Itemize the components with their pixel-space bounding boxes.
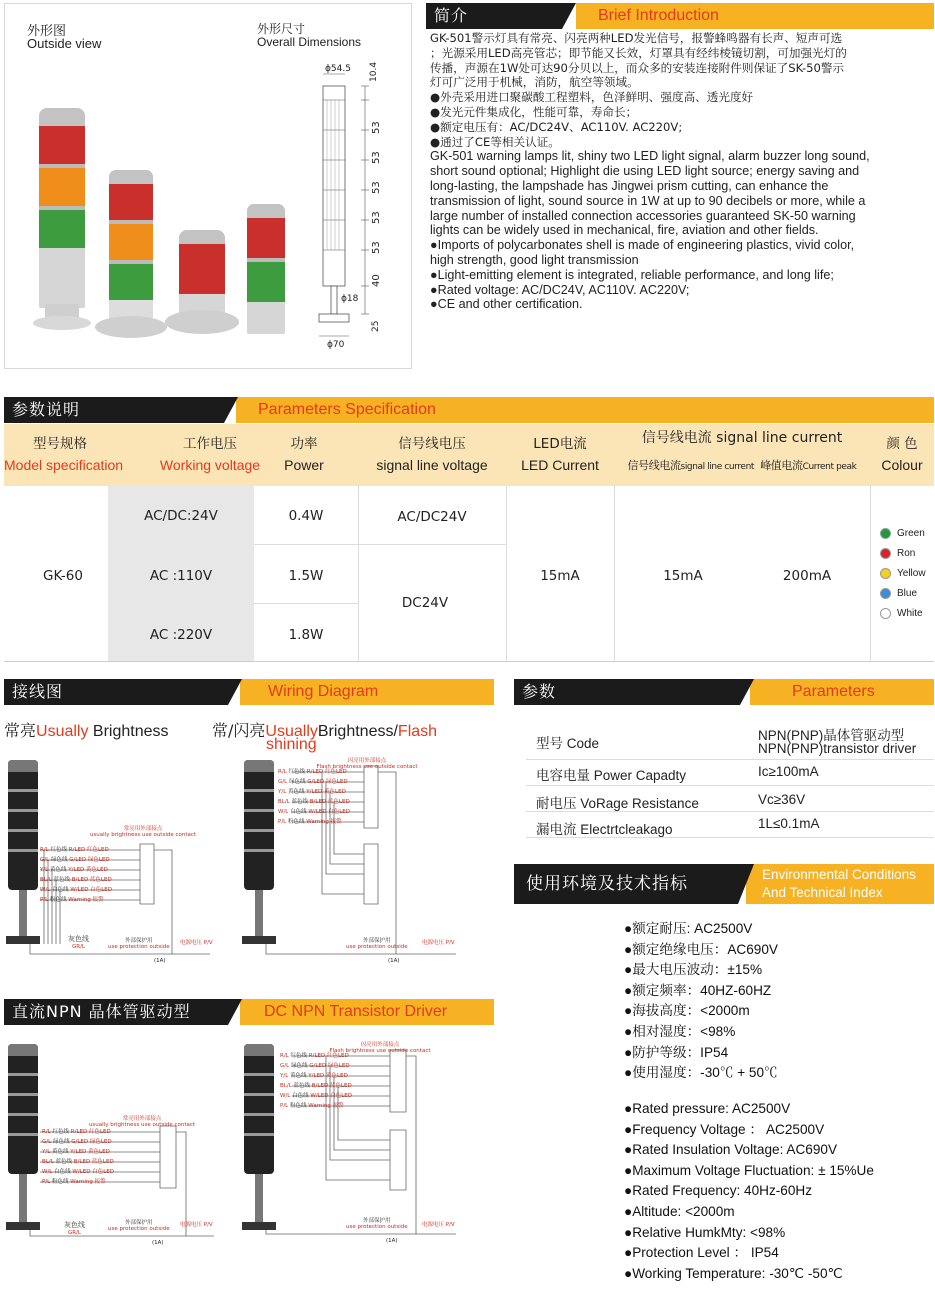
power-label-right: 电源电压 P/V bbox=[422, 940, 455, 946]
wiring-right-title: 常/闪亮UsuallyBrightness/Flash bbox=[212, 721, 438, 740]
colour-white: White bbox=[880, 604, 935, 624]
usually-contact-note: 常亮用外部接点 usually brightness use outside contact bbox=[89, 826, 197, 838]
npn-protect-label: 外部保护用 use protection outside bbox=[108, 1220, 170, 1232]
parameters-header bbox=[514, 679, 934, 705]
colour-blue: Blue bbox=[880, 584, 935, 604]
environment-header bbox=[514, 864, 934, 904]
spec-signal-voltage-2: DC24V bbox=[401, 595, 449, 611]
environment-title-cn: 使用环境及技术指标 bbox=[514, 864, 738, 904]
intro-text: GK-501警示灯具有常亮、闪亮两种LED发光信号，报警蜂鸣器有长声、短声可选 ；光源采用LED高亮管芯；即节能又长效，灯罩具有经纬棱镜切割，可加强光灯的 传播，声源在1W处可达90分贝以上，而众多的安装连接附件则保证了SK-50警示 灯可广泛用于机械，消防，航空等领域。 ●外壳采用进口聚碳酸工程塑料，色泽鲜明、强度高、透光度好 ●发光元件集成化，性能可靠，寿命长； ●额定电压有：AC/DC24V、AC110V. AC220V; ●通过了CE等相关认证。 GK-501 warning lamps lit, shiny two LED light signal, alarm buzzer long sound, short sound optional; Highlight die using LED light source; energy saving and long-lasting, the lampshade has Jingwei prism cutting, can enhance the transmission of light, sound source in 1W at up to 90 decibels or more, while a large number of installed connection accessories guaranteed SK-50 warning lights can be widely used in mechanical, fire, aviation and other fields. ●Imports of polycarbonates shell is made of engineering plastics, vivid color, high strength, good light transmission ●Light-emitting element is integrated, reliable performance, and long life; ●Rated voltage: AC/DC24V, AC110V. AC220V; ●CE and other certification. bbox=[430, 31, 870, 312]
npn-contact-note: 常亮用外部接点 usually brightness use outside contact bbox=[88, 1116, 196, 1128]
environment-cn-list: ●额定耐压: AC2500V ●额定绝缘电压：AC690V ●最大电压波动：±15% ●额定频率：40HZ-60HZ ●海拔高度：<2000m ●相对湿度：<98% ●防护等级：IP54 ●使用湿度：-30℃ + 50℃ bbox=[624, 921, 778, 1081]
head-led-current: LED电流 LED Current bbox=[521, 436, 599, 473]
npn-ground-label: 灰色线 GR/L bbox=[64, 1221, 85, 1236]
spec-power-3: 1.8W bbox=[288, 627, 324, 643]
npn-flash-protect-label: 外部保护用 use protection outside bbox=[346, 1218, 408, 1230]
dimensions-en: Overall Dimensions bbox=[257, 35, 362, 49]
spec-voltage-3: AC :220V bbox=[149, 627, 213, 643]
npn-header bbox=[4, 999, 494, 1025]
dim-tier-4: 53 bbox=[371, 211, 382, 224]
spec-voltage-2: AC :110V bbox=[149, 568, 213, 584]
wiring-title-en: Wiring Diagram bbox=[240, 679, 494, 705]
wiring-right-subtitle: shining bbox=[266, 736, 317, 753]
environment-title-en: Environmental Conditions And Technical Index bbox=[746, 864, 934, 904]
wiring-title-cn: 接线图 bbox=[4, 679, 228, 705]
head-colour: 颜 色 Colour bbox=[881, 436, 923, 473]
dim-tier-2: 53 bbox=[371, 151, 382, 164]
npn-flash-fuse-label: (1A) bbox=[386, 1238, 398, 1244]
params-spec-header bbox=[4, 397, 934, 423]
outside-view-en: Outside view bbox=[27, 36, 102, 51]
param-row-leakage: 漏电流 Electrtcleakago 1L≤0.1mA bbox=[526, 812, 934, 838]
dim-tier-3: 53 bbox=[371, 181, 382, 194]
dim-tier-1: 53 bbox=[371, 121, 382, 134]
wiring-header bbox=[4, 679, 494, 705]
spec-table bbox=[4, 424, 934, 664]
dim-base-thickness: 25 bbox=[371, 320, 381, 332]
parameters-table bbox=[526, 716, 934, 840]
dimension-drawing bbox=[305, 60, 409, 350]
spec-signal-voltage-1: AC/DC24V bbox=[397, 509, 467, 525]
spec-voltage-1: AC/DC:24V bbox=[144, 508, 218, 524]
parameters-title-cn: 参数 bbox=[514, 679, 740, 705]
npn-wire-labels-right: R/L 红色线 R/LED 红色LED G/L 绿色线 G/LED 绿色LED Y/L 黄色线 Y/LED 黄色LED BL/L 蓝色线 B/LED 蓝色LED W/L 白色线 W/LED 白色LED P/L 粉色线 Warning 报警 bbox=[280, 1053, 352, 1109]
param-row-code: 型号 Code NPN(PNP)晶体管驱动型 NPN(PNP)transistor driver bbox=[526, 716, 934, 760]
npn-power-label: 电源电压 P/V bbox=[180, 1222, 213, 1228]
spec-led-current: 15mA bbox=[540, 568, 580, 584]
head-signal-current: 信号线电流 signal line current 信号线电流signal line current 峰值电流Current peak bbox=[627, 430, 857, 472]
npn-title-cn: 直流NPN 晶体管驱动型 bbox=[4, 999, 228, 1025]
protect-label-right: 外部保护用 use protection outside bbox=[346, 938, 408, 950]
param-row-capacity: 电容电量 Power Capadty Ic≥100mA bbox=[526, 760, 934, 786]
npn-diagram-flash bbox=[236, 1040, 486, 1250]
intro-title-en: Brief Introduction bbox=[576, 3, 934, 29]
ground-label-left: 灰色线 GR/L bbox=[68, 935, 89, 950]
intro-title-cn: 简介 bbox=[426, 3, 562, 29]
colour-green: Green bbox=[880, 524, 935, 544]
spec-power-2: 1.5W bbox=[288, 568, 324, 584]
power-label-left: 电源电压 P/V bbox=[180, 940, 213, 946]
param-row-voltage-resistance: 耐电压 VoRage Resistance Vc≥36V bbox=[526, 786, 934, 812]
dim-tier-5: 53 bbox=[371, 241, 382, 254]
wiring-diagram-usually bbox=[0, 754, 220, 969]
wiring-diagram-flash bbox=[236, 754, 486, 969]
wire-labels-right: R/L 红色线 R/LED 红色LED G/L 绿色线 G/LED 绿色LED Y/L 黄色线 Y/LED 黄色LED BL/L 蓝色线 B/LED 蓝色LED W/L 白色线 W/LED 白色LED P/L 粉色线 Warning 报警 bbox=[278, 769, 350, 825]
npn-wire-labels-left: R/L 红色线 R/LED 红色LED G/L 绿色线 G/LED 绿色LED Y/L 黄色线 Y/LED 黄色LED BL/L 蓝色线 B/LED 蓝色LED W/L 白色线 W/LED 白色LED P/L 粉色线 Warning 报警 bbox=[42, 1129, 114, 1185]
npn-flash-contact-note: 闪亮用外部接点 Flash brightness use outside contact bbox=[329, 1042, 431, 1054]
dim-top-cap: 10.4 bbox=[369, 61, 379, 82]
head-power: 功率 Power bbox=[284, 436, 324, 473]
intro-header bbox=[426, 3, 934, 29]
npn-title-en: DC NPN Transistor Driver bbox=[240, 999, 494, 1025]
wiring-left-title: 常亮Usually Brightness bbox=[4, 721, 169, 740]
npn-diagram-usually bbox=[0, 1040, 230, 1250]
colour-legend bbox=[880, 524, 935, 624]
parameters-title-en: Parameters bbox=[750, 679, 934, 705]
spec-model-value: GK-60 bbox=[43, 568, 83, 584]
head-model: 型号规格 Model specification bbox=[4, 436, 124, 473]
colour-red: Ron bbox=[880, 544, 935, 564]
dim-top-diameter: ϕ54.5 bbox=[325, 64, 351, 74]
params-spec-title-en: Parameters Specification bbox=[236, 397, 934, 423]
spec-power-1: 0.4W bbox=[288, 508, 324, 524]
spec-peak-current: 200mA bbox=[782, 568, 832, 584]
spec-signal-current: 15mA bbox=[663, 568, 703, 584]
npn-fuse-label: (1A) bbox=[152, 1240, 164, 1246]
head-signal-voltage: 信号线电压 signal line voltage bbox=[376, 436, 488, 473]
dimensions-cn: 外形尺寸 bbox=[257, 22, 306, 36]
dim-pole-diameter: ϕ18 bbox=[341, 294, 359, 304]
environment-en-list: ●Rated pressure: AC2500V ●Frequency Voltage ： AC2500V ●Rated Insulation Voltage: AC690V ●Maximum Voltage Fluctuation: ± 15%Ue ●Rated Frequency: 40Hz-60Hz ●Altitude: <2000m ●Relative HumkMty: <98% ●Protection Level ： IP54 ●Working Temperature: -30℃ -50℃ bbox=[624, 1101, 874, 1281]
dim-base-height: 40 bbox=[371, 274, 382, 287]
dim-base-diameter: ϕ70 bbox=[327, 340, 345, 350]
outside-view-cn: 外形图 bbox=[27, 24, 67, 39]
fuse-label-right: (1A) bbox=[388, 958, 400, 964]
params-spec-title-cn: 参数说明 bbox=[4, 397, 224, 423]
npn-flash-power-label: 电源电压 P/V bbox=[422, 1222, 455, 1228]
fuse-label-left: (1A) bbox=[154, 958, 166, 964]
flash-contact-note: 闪亮用外部接点 Flash brightness use outside contact bbox=[316, 758, 418, 770]
colour-yellow: Yellow bbox=[880, 564, 935, 584]
wire-labels-left: R/L 红色线 R/LED 红色LED G/L 绿色线 G/LED 绿色LED Y/L 黄色线 Y/LED 黄色LED BL/L 蓝色线 B/LED 蓝色LED W/L 白色线 W/LED 白色LED P/L 粉色线 Warning 报警 bbox=[40, 847, 112, 903]
protect-label-left: 外部保护用 use protection outside bbox=[108, 938, 170, 950]
outside-view-panel bbox=[4, 3, 412, 369]
head-voltage: 工作电压 Working voltage bbox=[159, 436, 261, 473]
